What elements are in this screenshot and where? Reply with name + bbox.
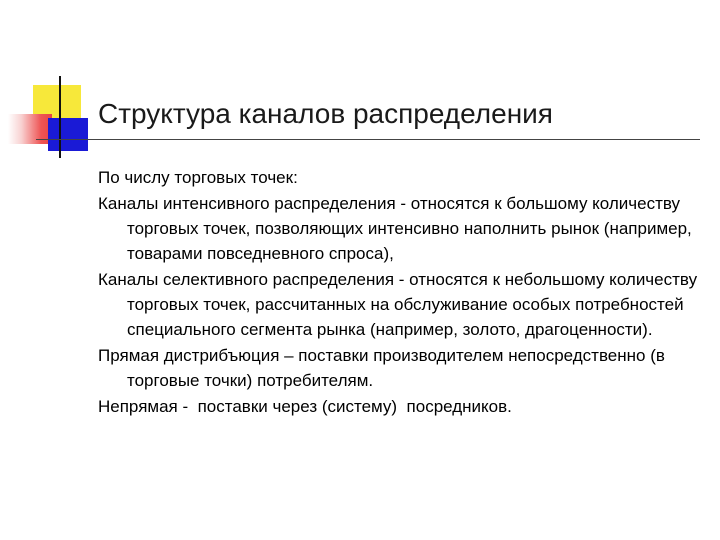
body-paragraph: Каналы селективного распределения - относятся к небольшому количеству торговых точек, рассчитанных на обслуживание особых потребностей специального сегмента рынка (например, золото, драгоценности). bbox=[98, 270, 702, 339]
slide-body bbox=[98, 165, 702, 420]
vertical-line-decoration bbox=[59, 76, 61, 158]
body-paragraph: Каналы интенсивного распределения - относятся к большому количеству торговых точек, позволяющих интенсивно наполнить рынок (например, товарами повседневного спроса), bbox=[98, 194, 697, 263]
slide-title: Структура каналов распределения bbox=[98, 98, 553, 129]
body-paragraph: По числу торговых точек: bbox=[98, 168, 298, 187]
title-underline bbox=[36, 139, 700, 140]
decorative-logo bbox=[0, 0, 100, 170]
body-paragraph: Прямая дистрибъюция – поставки производителем непосредственно (в торговые точки) потребителям. bbox=[98, 346, 670, 390]
blue-square-decoration bbox=[48, 118, 88, 151]
body-paragraph: Непрямая - поставки через (систему) посредников. bbox=[98, 397, 512, 416]
